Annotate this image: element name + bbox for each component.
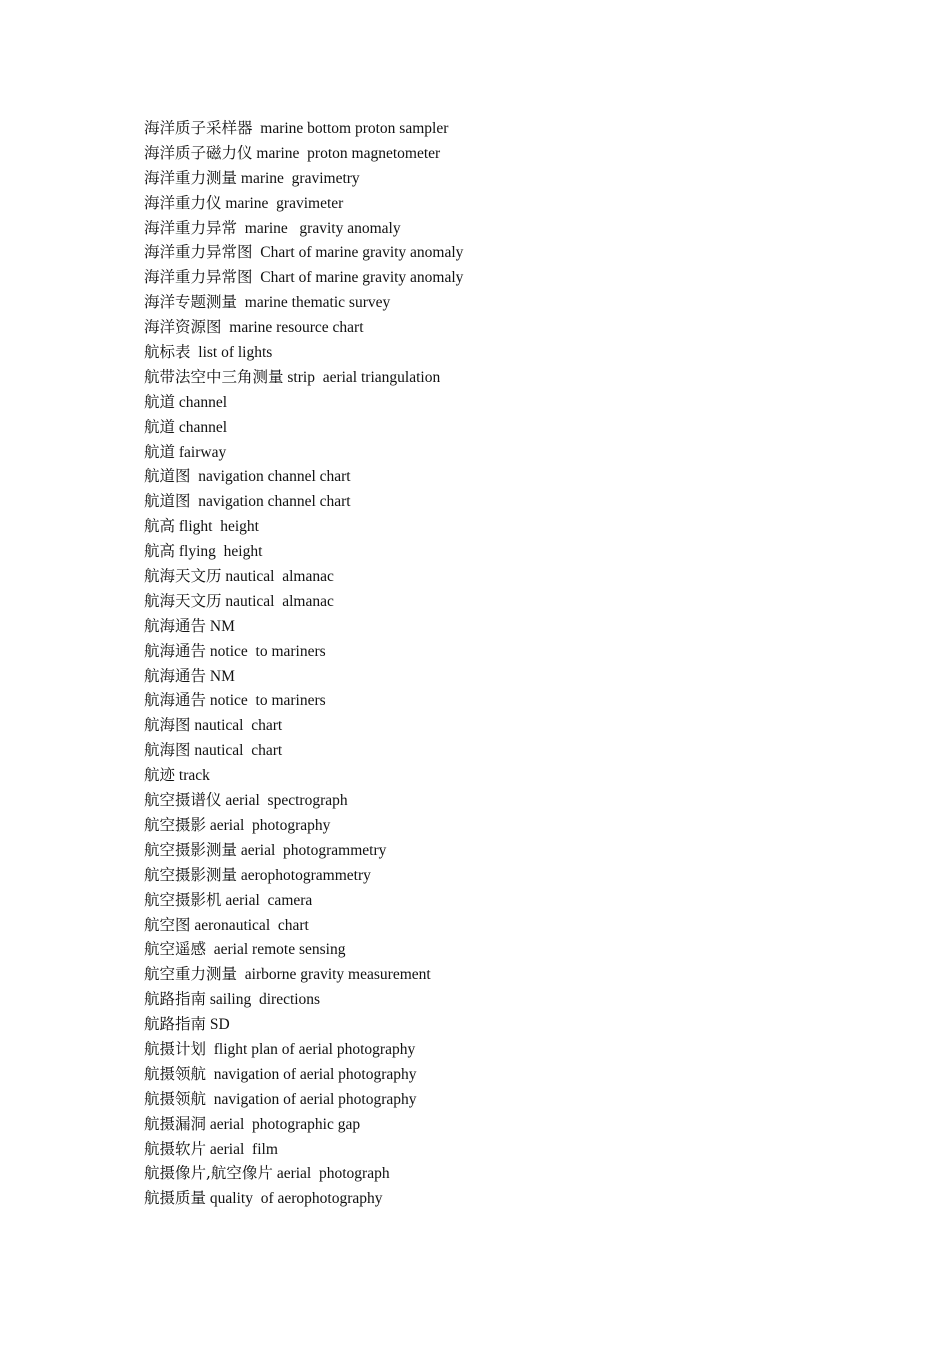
- english-term: navigation of aerial photography: [206, 1065, 417, 1083]
- english-term: marine gravity anomaly: [237, 219, 401, 237]
- glossary-entry: [144, 464, 463, 489]
- chinese-term: 航空摄影测量: [144, 865, 238, 884]
- english-term: channel: [175, 393, 228, 411]
- english-term: aerophotogrammetry: [237, 866, 371, 884]
- english-term: flight height: [175, 518, 259, 536]
- chinese-term: 航空遥感: [144, 940, 207, 959]
- chinese-term: 航空摄谱仪: [144, 791, 222, 810]
- chinese-term: 海洋重力仪: [144, 193, 222, 212]
- chinese-term: 航高: [144, 542, 176, 561]
- chinese-term: 航标表: [144, 343, 191, 362]
- chinese-term: 航空摄影测量: [144, 840, 238, 859]
- english-term: airborne gravity measurement: [237, 966, 431, 984]
- glossary-entry: [144, 688, 463, 713]
- english-term: aerial remote sensing: [206, 941, 346, 959]
- chinese-term: 航摄软片: [144, 1139, 207, 1158]
- glossary-entry: [144, 216, 463, 241]
- english-term: navigation channel chart: [190, 493, 351, 511]
- glossary-entry: [144, 1062, 463, 1087]
- glossary-entry: [144, 340, 463, 365]
- glossary-entry: [144, 191, 463, 216]
- english-term: list of lights: [190, 344, 273, 362]
- english-term: notice to mariners: [206, 642, 326, 660]
- chinese-term: 航海通告: [144, 666, 207, 685]
- english-term: fairway: [175, 443, 227, 461]
- glossary-entry: [144, 514, 463, 539]
- chinese-term: 航空摄影: [144, 815, 207, 834]
- chinese-term: 海洋质子采样器: [144, 119, 253, 137]
- chinese-term: 航路指南: [144, 1015, 207, 1034]
- glossary-entry: [144, 813, 463, 838]
- glossary-entry: [144, 1112, 463, 1137]
- chinese-term: 航路指南: [144, 990, 207, 1009]
- chinese-term: 航道: [144, 417, 176, 436]
- glossary-entry: [144, 1137, 463, 1162]
- glossary-entry: [144, 166, 463, 191]
- english-term: aerial camera: [221, 891, 313, 909]
- glossary-entry: [144, 614, 463, 639]
- glossary-entry: [144, 863, 463, 888]
- chinese-term: 航空重力测量: [144, 965, 238, 984]
- glossary-entry: [144, 788, 463, 813]
- glossary-entry: [144, 1186, 463, 1211]
- english-term: flight plan of aerial photography: [206, 1040, 416, 1058]
- chinese-term: 航海通告: [144, 616, 207, 635]
- english-term: track: [175, 767, 210, 785]
- chinese-term: 航空图: [144, 915, 191, 934]
- chinese-term: 航摄漏洞: [144, 1114, 207, 1133]
- english-term: channel: [175, 418, 228, 436]
- english-term: sailing directions: [206, 991, 321, 1009]
- english-term: marine bottom proton sampler: [252, 120, 449, 137]
- chinese-term: 航道: [144, 392, 176, 411]
- english-term: marine gravimeter: [221, 194, 344, 212]
- chinese-term: 海洋重力异常图: [144, 268, 253, 287]
- chinese-term: 航摄计划: [144, 1039, 207, 1058]
- english-term: NM: [206, 617, 235, 635]
- glossary-entry: [144, 664, 463, 689]
- chinese-term: 航海通告: [144, 691, 207, 710]
- english-term: notice to mariners: [206, 692, 326, 710]
- english-term: navigation of aerial photography: [206, 1090, 417, 1108]
- glossary-entry: [144, 913, 463, 938]
- glossary-entry: [144, 888, 463, 913]
- chinese-term: 航海天文历: [144, 591, 222, 610]
- chinese-term: 航道: [144, 442, 176, 461]
- glossary-entry: [144, 763, 463, 788]
- glossary-entry: [144, 1012, 463, 1037]
- chinese-term: 航带法空中三角测量: [144, 367, 284, 386]
- english-term: nautical almanac: [221, 568, 334, 586]
- english-term: marine thematic survey: [237, 294, 391, 312]
- english-term: NM: [206, 667, 235, 685]
- chinese-term: 海洋资源图: [144, 318, 222, 337]
- english-term: marine resource chart: [221, 319, 364, 337]
- chinese-term: 航空摄影机: [144, 890, 222, 909]
- english-term: nautical chart: [190, 742, 283, 760]
- chinese-term: 航海天文历: [144, 567, 222, 586]
- chinese-term: 航摄质量: [144, 1189, 207, 1208]
- glossary-entry: [144, 415, 463, 440]
- glossary-entry: [144, 141, 463, 166]
- glossary-entry: [144, 1161, 463, 1186]
- glossary-entry: [144, 713, 463, 738]
- glossary-entry: [144, 315, 463, 340]
- english-term: nautical almanac: [221, 592, 334, 610]
- chinese-term: 航摄像片,航空像片: [144, 1164, 273, 1183]
- chinese-term: 航海图: [144, 741, 191, 760]
- glossary-entry: [144, 564, 463, 589]
- glossary-entry: [144, 365, 463, 390]
- chinese-term: 航海图: [144, 716, 191, 735]
- glossary-entry: [144, 390, 463, 415]
- english-term: navigation channel chart: [190, 468, 351, 486]
- glossary-entry: [144, 937, 463, 962]
- english-term: Chart of marine gravity anomaly: [252, 269, 464, 287]
- glossary-entry: [144, 962, 463, 987]
- glossary-entry: [144, 489, 463, 514]
- english-term: marine gravimetry: [237, 169, 360, 187]
- glossary-entry: [144, 440, 463, 465]
- chinese-term: 航迹: [144, 766, 176, 785]
- english-term: strip aerial triangulation: [283, 368, 441, 386]
- chinese-term: 海洋重力测量: [144, 168, 238, 187]
- english-term: aerial photographic gap: [206, 1115, 361, 1133]
- glossary-entry: [144, 265, 463, 290]
- chinese-term: 航摄领航: [144, 1064, 207, 1083]
- glossary-entry: [144, 838, 463, 863]
- chinese-term: 航高: [144, 517, 176, 536]
- chinese-term: 航道图: [144, 467, 191, 486]
- chinese-term: 海洋重力异常: [144, 218, 238, 237]
- glossary-list: [144, 116, 463, 1211]
- chinese-term: 海洋质子磁力仪: [144, 143, 253, 162]
- english-term: aeronautical chart: [190, 916, 309, 934]
- chinese-term: 海洋专题测量: [144, 293, 238, 312]
- glossary-entry: [144, 290, 463, 315]
- glossary-entry: [144, 639, 463, 664]
- chinese-term: 航道图: [144, 492, 191, 511]
- english-term: aerial photograph: [272, 1165, 390, 1183]
- glossary-entry: [144, 589, 463, 614]
- glossary-entry: [144, 116, 463, 141]
- english-term: aerial photography: [206, 816, 331, 834]
- chinese-term: 海洋重力异常图: [144, 243, 253, 262]
- english-term: aerial spectrograph: [221, 792, 348, 810]
- english-term: quality of aerophotography: [206, 1190, 383, 1208]
- glossary-entry: [144, 738, 463, 763]
- english-term: aerial film: [206, 1140, 278, 1158]
- glossary-entry: [144, 1037, 463, 1062]
- english-term: SD: [206, 1016, 230, 1034]
- chinese-term: 航海通告: [144, 641, 207, 660]
- glossary-entry: [144, 1087, 463, 1112]
- glossary-entry: [144, 539, 463, 564]
- english-term: Chart of marine gravity anomaly: [252, 244, 464, 262]
- english-term: aerial photogrammetry: [237, 841, 387, 859]
- chinese-term: 航摄领航: [144, 1089, 207, 1108]
- english-term: flying height: [175, 543, 263, 561]
- english-term: marine proton magnetometer: [252, 144, 441, 162]
- english-term: nautical chart: [190, 717, 283, 735]
- glossary-entry: [144, 240, 463, 265]
- glossary-entry: [144, 987, 463, 1012]
